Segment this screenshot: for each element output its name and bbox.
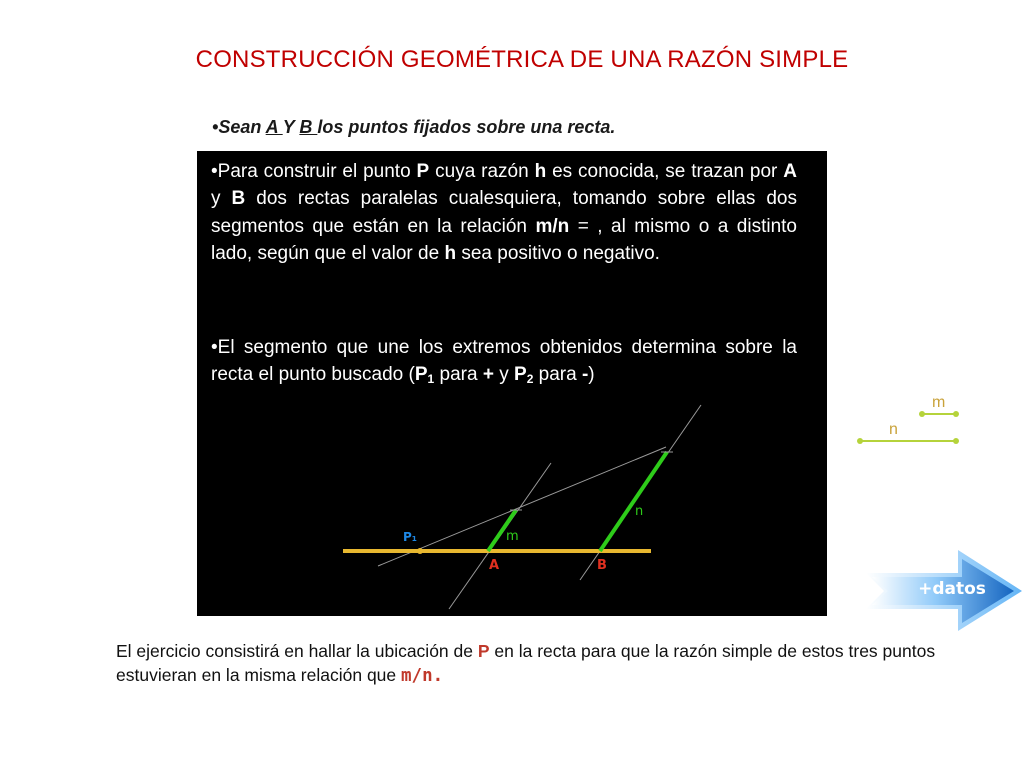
p2-text-1: •El segmento que une los extremos obtenidos determina sobre la recta el punto buscado ( [211, 337, 797, 386]
intro-mid: Y [282, 117, 300, 137]
segment-legend [840, 385, 980, 455]
segment-n [600, 452, 667, 551]
p1-point-p: P [416, 161, 430, 182]
footer-point-p: P [477, 641, 490, 661]
next-button-label[interactable]: +datos [918, 579, 986, 599]
p2-text-3: y [493, 364, 514, 386]
p2-minus: - [581, 364, 589, 386]
label-p1: P₁ [403, 530, 418, 544]
p2-sub-2: 2 [526, 372, 534, 387]
p1-text-1: •Para construir el punto [211, 161, 417, 182]
legend-n-end [857, 438, 863, 444]
label-b: B [597, 558, 607, 573]
footer-ratio-mn: m/n. [401, 666, 444, 686]
joining-line [378, 447, 666, 566]
point-p1-dot [417, 548, 423, 554]
p1-ratio-h-2: h [444, 243, 457, 265]
p2-point-p2: P [514, 364, 527, 386]
intro-point-a: A [265, 117, 283, 137]
intro-point-b: B [299, 117, 318, 137]
exercise-description [116, 639, 996, 688]
p2-text-4: para [533, 364, 582, 386]
slide-title: CONSTRUCCIÓN GEOMÉTRICA DE UNA RAZÓN SIMPLE [195, 46, 849, 73]
footer-text-2: en la recta para que la razón simple de estos tres puntos estuvieran en la misma relación que [116, 641, 936, 685]
p1-text-5: dos rectas paralelas cualesquiera, tomando sobre ellas dos segmentos que están en la relación [211, 188, 798, 237]
legend-m-end [919, 411, 925, 417]
legend-m-label: m [932, 394, 946, 411]
p1-text-3: es conocida, se trazan por [546, 161, 784, 182]
intro-post: los puntos fijados sobre una recta. [317, 117, 616, 137]
p1-text-7: sea positivo o negativo. [456, 243, 660, 265]
p1-ratio-mn: m/n [535, 215, 570, 237]
label-m: m [506, 529, 519, 544]
legend-m-end [953, 411, 959, 417]
legend-n-end [953, 438, 959, 444]
p2-text-2: para [434, 364, 483, 386]
p2-plus: + [482, 364, 494, 386]
label-n: n [635, 504, 644, 519]
p1-text-6: = , al mismo o a distinto lado, según que el valor de [211, 215, 797, 265]
p1-text-2: cuya razón [429, 161, 535, 182]
p1-ratio-h: h [534, 161, 547, 182]
p2-sub-1: 1 [427, 372, 435, 387]
legend-n-label: n [889, 421, 898, 438]
p1-text-4: y [211, 188, 232, 210]
p2-text-5: ) [588, 364, 595, 386]
p1-point-a: A [783, 161, 798, 182]
p2-point-p1: P [414, 364, 428, 386]
intro-bullet: • [212, 117, 219, 137]
intro-pre: Sean [218, 117, 266, 137]
label-a: A [489, 558, 500, 573]
footer-text-1: El ejercicio consistirá en hallar la ubicación de [116, 641, 478, 661]
p1-point-b: B [231, 188, 246, 210]
